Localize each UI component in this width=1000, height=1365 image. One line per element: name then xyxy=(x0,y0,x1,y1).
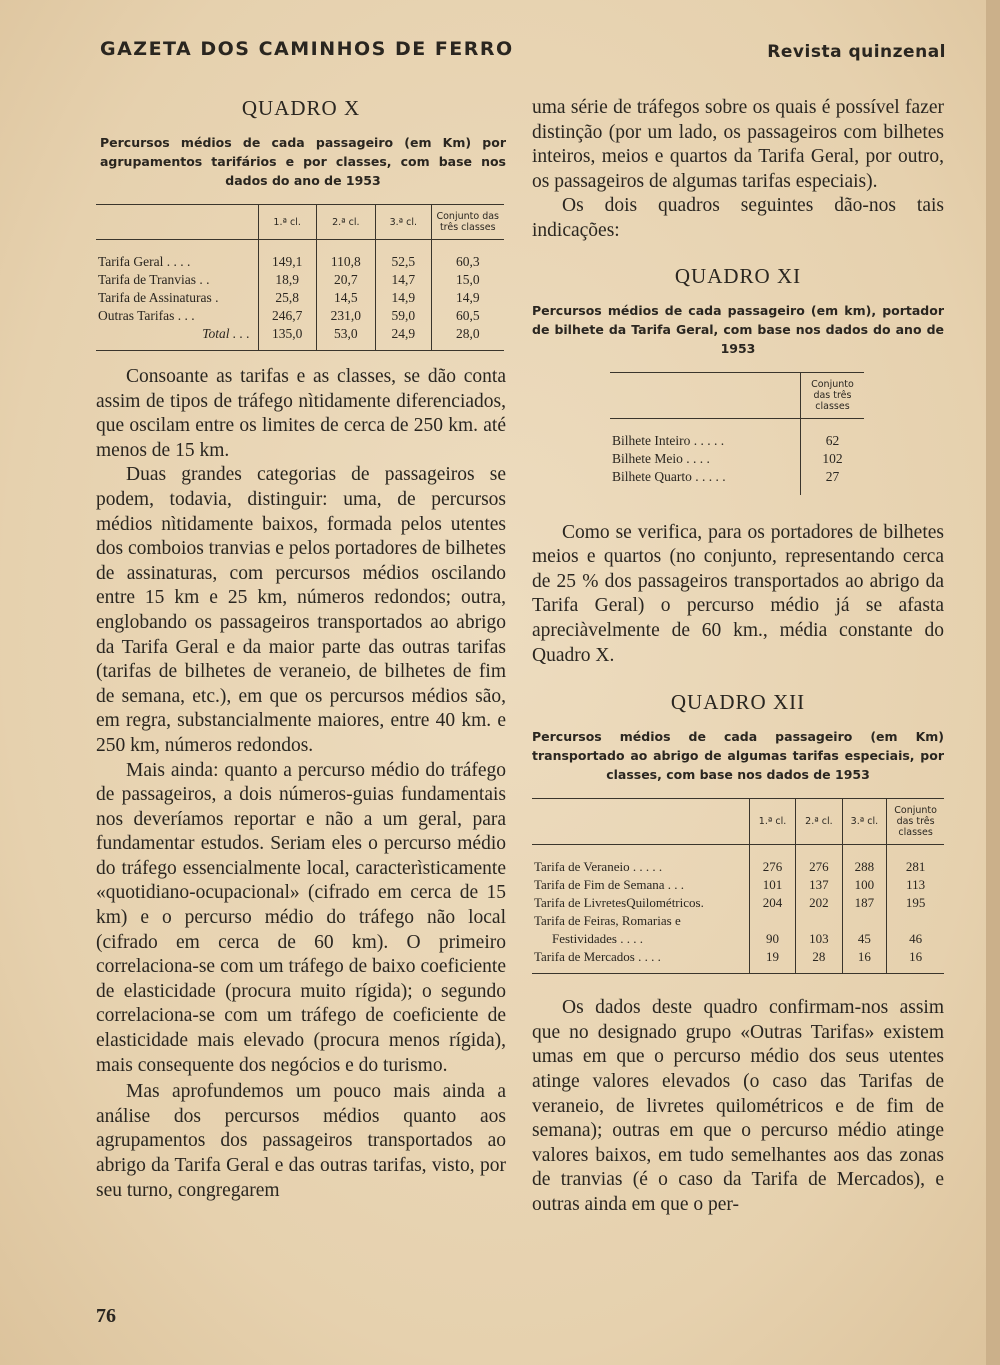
cell: 18,9 xyxy=(258,271,316,289)
column-header: 1.ª cl. xyxy=(258,205,316,240)
cell: 281 xyxy=(887,845,944,877)
row-label: Tarifa de LivretesQuilométricos. xyxy=(534,895,704,911)
row-label: Bilhete Meio . . . . xyxy=(612,450,710,466)
cell xyxy=(842,912,887,930)
cell: 204 xyxy=(749,894,795,912)
left-column xyxy=(96,96,506,1203)
cell: 53,0 xyxy=(316,325,376,351)
table-row xyxy=(610,418,864,450)
paragraph: Como se verifica, para os portadores de bilhetes meios e quartos (no conjunto, representando cerca de 25 % dos passageiros transportados ao abrigo da Tarifa Geral) o percurso médio já se afasta apreciàvelmente de 60 km., média constante do Quadro X. xyxy=(532,521,944,666)
cell: 59,0 xyxy=(376,307,431,325)
cell: 14,9 xyxy=(376,289,431,307)
page-number: 76 xyxy=(96,1305,116,1327)
paragraph: Consoante as tarifas e as classes, se dão conta assim de tipos de tráfego nìtidamente diferenciados, que oscilam entre os limites de cerca de 250 km. até menos de 15 km. xyxy=(96,366,506,461)
quadro-x-title: QUADRO X xyxy=(241,96,361,120)
cell: 25,8 xyxy=(258,289,316,307)
cell: 15,0 xyxy=(431,271,504,289)
cell: 195 xyxy=(887,894,944,912)
cell: 202 xyxy=(796,894,842,912)
table-row xyxy=(610,468,864,495)
table-row xyxy=(532,912,944,930)
journal-subtitle: Revista quinzenal xyxy=(767,42,946,62)
cell: 100 xyxy=(842,876,887,894)
cell: 187 xyxy=(842,894,887,912)
cell: 45 xyxy=(842,930,887,948)
quadro-x-table xyxy=(96,204,504,351)
row-label: Tarifa de Veraneio . . . . . xyxy=(534,859,663,875)
table-row xyxy=(96,240,504,272)
cell xyxy=(887,912,944,930)
paragraph: Os dados deste quadro confirmam-nos assim que no designado grupo «Outras Tarifas» existem umas em que o percurso médio dos seus utentes atinge valores elevados (o caso das Tarifas de veraneio, de livretes quilométricos e de fim de semana); outras em que o percurso médio atinge valores baixos, em tudo semelhantes aos das zonas de tranvias (é o caso da Tarifa de Mercados), e outras ainda em que o per- xyxy=(532,997,944,1215)
quadro-xii-caption: Percursos médios de cada passageiro (em Km) transportado ao abrigo de algumas tarifas especiais, por classes, com base nos dados de 1953 xyxy=(532,729,944,783)
cell: 14,7 xyxy=(376,271,431,289)
row-label: Tarifa de Fim de Semana . . . xyxy=(534,877,684,893)
table-row xyxy=(532,845,944,877)
cell xyxy=(749,912,795,930)
cell: 288 xyxy=(842,845,887,877)
quadro-x-caption: Percursos médios de cada passageiro (em Km) por agrupamentos tarifários e por classes, com base nos dados do ano de 1953 xyxy=(100,135,506,188)
table-row xyxy=(532,930,944,948)
quadro-xi-title: QUADRO XI xyxy=(674,263,802,288)
cell: 110,8 xyxy=(316,240,376,272)
cell: 28,0 xyxy=(431,325,504,351)
cell: 246,7 xyxy=(258,307,316,325)
table-header-row xyxy=(610,372,864,418)
paragraph: uma série de tráfegos sobre os quais é possível fazer distinção (por um lado, os passageiros com bilhetes inteiros, meios e quartos da Tarifa Geral, por outro, os passageiros de algumas tarifas especiais). xyxy=(532,97,944,192)
row-label: Bilhete Quarto . . . . . xyxy=(612,468,726,484)
row-label: Tarifa de Mercados . . . . xyxy=(532,948,749,974)
row-label: Festividades . . . . xyxy=(552,931,643,947)
cell: 60,3 xyxy=(431,240,504,272)
table-row-total xyxy=(96,325,504,351)
cell: 276 xyxy=(796,845,842,877)
cell: 149,1 xyxy=(258,240,316,272)
page-edge xyxy=(986,0,1000,1365)
table-row xyxy=(532,876,944,894)
paragraph: Duas grandes categorias de passageiros se podem, todavia, distinguir: uma, de percursos médios nìtidamente baixos, formada pelos utentes dos comboios tranvias e pelos portadores de bilhetes de assinaturas, com percursos médios oscilando entre 15 km e 25 km, números redondos; outra, englobando os passageiros transportados ao abrigo da Tarifa Geral e da maior parte das outras tarifas (tarifas de bilhetes de veraneio, de bilhetes de fim de semana, etc.), em que os percursos médios são, em regra, substancialmente maiores, entre 40 km. e 250 km, números redondos. xyxy=(96,464,506,756)
journal-title: GAZETA DOS CAMINHOS DE FERRO xyxy=(100,38,514,60)
column-header: 3.ª cl. xyxy=(842,799,887,845)
cell: 27 xyxy=(800,468,864,495)
cell: 60,5 xyxy=(431,307,504,325)
cell: 19 xyxy=(749,948,795,974)
cell: 135,0 xyxy=(258,325,316,351)
cell: 231,0 xyxy=(316,307,376,325)
cell: 24,9 xyxy=(376,325,431,351)
quadro-xi-table xyxy=(610,372,864,495)
table-row xyxy=(96,307,504,325)
table-row xyxy=(532,894,944,912)
cell: 52,5 xyxy=(376,240,431,272)
column-header: 3.ª cl. xyxy=(376,205,431,240)
cell: 62 xyxy=(800,418,864,450)
cell: 113 xyxy=(887,876,944,894)
quadro-xii-table xyxy=(532,798,944,974)
cell: 28 xyxy=(796,948,842,974)
column-header: 2.ª cl. xyxy=(316,205,376,240)
table-row xyxy=(610,450,864,468)
cell: 137 xyxy=(796,876,842,894)
row-label: Bilhete Inteiro . . . . . xyxy=(612,432,725,448)
table-header-row xyxy=(96,205,504,240)
cell: 14,9 xyxy=(431,289,504,307)
paragraph: Os dois quadros seguintes dão-nos tais indicações: xyxy=(532,195,944,241)
cell: 90 xyxy=(749,930,795,948)
cell: 20,7 xyxy=(316,271,376,289)
quadro-xi-caption: Percursos médios de cada passageiro (em km), portador de bilhete da Tarifa Geral, com base nos dados do ano de 1953 xyxy=(532,302,944,356)
row-label: Outras Tarifas . . . xyxy=(98,308,195,323)
cell: 103 xyxy=(796,930,842,948)
column-header: Conjunto das três classes xyxy=(800,372,864,418)
row-label: Total . . . xyxy=(96,325,258,351)
table-header-row xyxy=(532,799,944,845)
row-label: Tarifa de Assinaturas . xyxy=(98,290,219,305)
right-column xyxy=(532,96,944,1217)
table-row xyxy=(532,948,944,974)
cell: 16 xyxy=(887,948,944,974)
cell: 101 xyxy=(749,876,795,894)
column-header: 1.ª cl. xyxy=(749,799,795,845)
cell: 102 xyxy=(800,450,864,468)
cell xyxy=(796,912,842,930)
column-header: 2.ª cl. xyxy=(796,799,842,845)
cell: 46 xyxy=(887,930,944,948)
paragraph: Mais ainda: quanto a percurso médio do tráfego de passageiros, a dois números-guias fundamentais nos deveríamos reportar e não a um geral, para fundamentar estudos. Seriam eles o percurso médio do tráfego essencialmente local, caracterìsticamente «quotidiano-ocupacional» (cifrado em cerca de 15 km) e o percurso médio do tráfego não local (cifrado em cerca de 60 km). O primeiro correlaciona-se com um tráfego de baixo coeficiente de elasticidade (procura muito rígida); o segundo correlaciona-se com um tráfego de coeficiente de elasticidade mais elevado (procura menos rígida), mais consequente dos negócios e do turismo. xyxy=(96,759,506,1076)
cell: 14,5 xyxy=(316,289,376,307)
paragraph: Mas aprofundemos um pouco mais ainda a análise dos percursos médios quanto aos agrupamentos dos passageiros transportados ao abrigo da Tarifa Geral e das outras tarifas, visto, por seu turno, congregarem xyxy=(96,1081,506,1201)
column-header: Conjunto das três classes xyxy=(887,799,944,845)
table-row xyxy=(96,271,504,289)
cell: 276 xyxy=(749,845,795,877)
row-label: Tarifa de Tranvias . . xyxy=(98,272,210,287)
cell: 16 xyxy=(842,948,887,974)
column-header: Conjunto das três classes xyxy=(431,205,504,240)
table-row xyxy=(96,289,504,307)
row-label: Tarifa de Feiras, Romarias e xyxy=(534,913,681,929)
row-label: Tarifa Geral . . . . xyxy=(98,254,191,269)
quadro-xii-title: QUADRO XII xyxy=(670,690,806,715)
